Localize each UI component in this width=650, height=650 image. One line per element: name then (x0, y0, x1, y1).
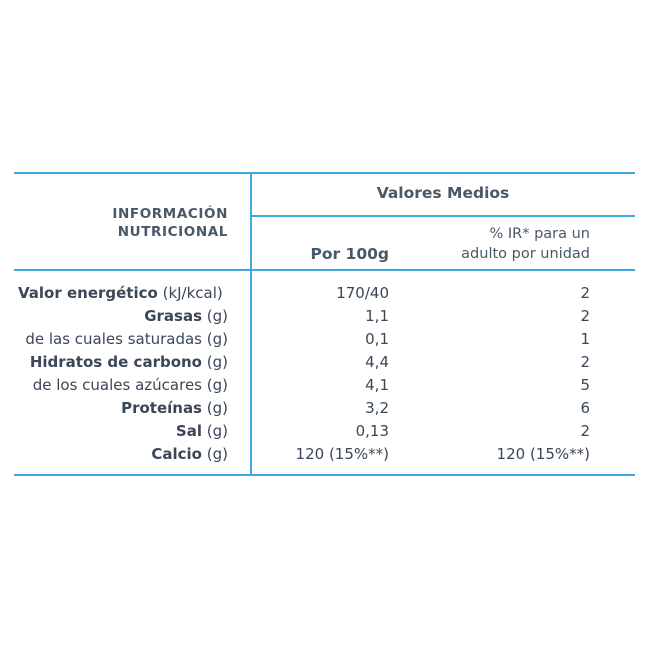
row-value-ir: 6 (580, 399, 590, 417)
row-value-ir: 1 (580, 330, 590, 348)
column-header-ir (394, 224, 590, 264)
row-value-ir: 120 (15%**) (496, 445, 590, 463)
nutrition-table (14, 172, 635, 476)
table-row-energy (14, 282, 635, 305)
row-label: Calcio (g) (151, 445, 228, 463)
group-header-valores-medios: Valores Medios (376, 184, 510, 202)
row-value-ir: 2 (580, 422, 590, 440)
row-label: Proteínas (g) (121, 399, 228, 417)
row-value-ir: 2 (580, 284, 590, 302)
top-rule (14, 172, 635, 174)
bottom-rule (14, 474, 635, 476)
row-value-per100: 0,13 (355, 422, 389, 440)
table-row-saturated (14, 328, 635, 351)
row-value-ir: 2 (580, 353, 590, 371)
column-header-ir-line2: adulto por unidad (461, 246, 590, 262)
row-label: Sal (g) (175, 422, 228, 440)
table-row-fat (14, 305, 635, 328)
row-value-per100: 1,1 (365, 307, 389, 325)
row-value-ir: 5 (580, 376, 590, 394)
row-value-per100: 4,1 (365, 376, 389, 394)
row-value-per100: 3,2 (365, 399, 389, 417)
row-label: Valor energético (kJ/kcal) (18, 284, 223, 302)
row-value-per100: 0,1 (365, 330, 389, 348)
row-label: de las cuales saturadas (g) (25, 330, 228, 348)
table-row-sugars (14, 374, 635, 397)
row-value-ir: 2 (580, 307, 590, 325)
row-value-per100: 170/40 (336, 284, 389, 302)
table-title-line1: INFORMACIÓN (112, 206, 228, 222)
table-row-carbohydrates (14, 351, 635, 374)
table-row-salt (14, 420, 635, 443)
row-label: Hidratos de carbono (g) (29, 353, 228, 371)
column-header-ir-line1: % IR* para un (489, 226, 590, 242)
row-label: Grasas (g) (144, 307, 228, 325)
table-title (14, 205, 250, 241)
group-header-rule (251, 215, 635, 217)
column-header-per100: Por 100g (310, 245, 389, 263)
header-rule (14, 269, 635, 271)
row-label: de los cuales azúcares (g) (32, 376, 228, 394)
table-row-calcium (14, 443, 635, 466)
row-value-per100: 120 (15%**) (295, 445, 389, 463)
table-title-line2: NUTRICIONAL (117, 224, 228, 240)
table-row-protein (14, 397, 635, 420)
row-value-per100: 4,4 (365, 353, 389, 371)
